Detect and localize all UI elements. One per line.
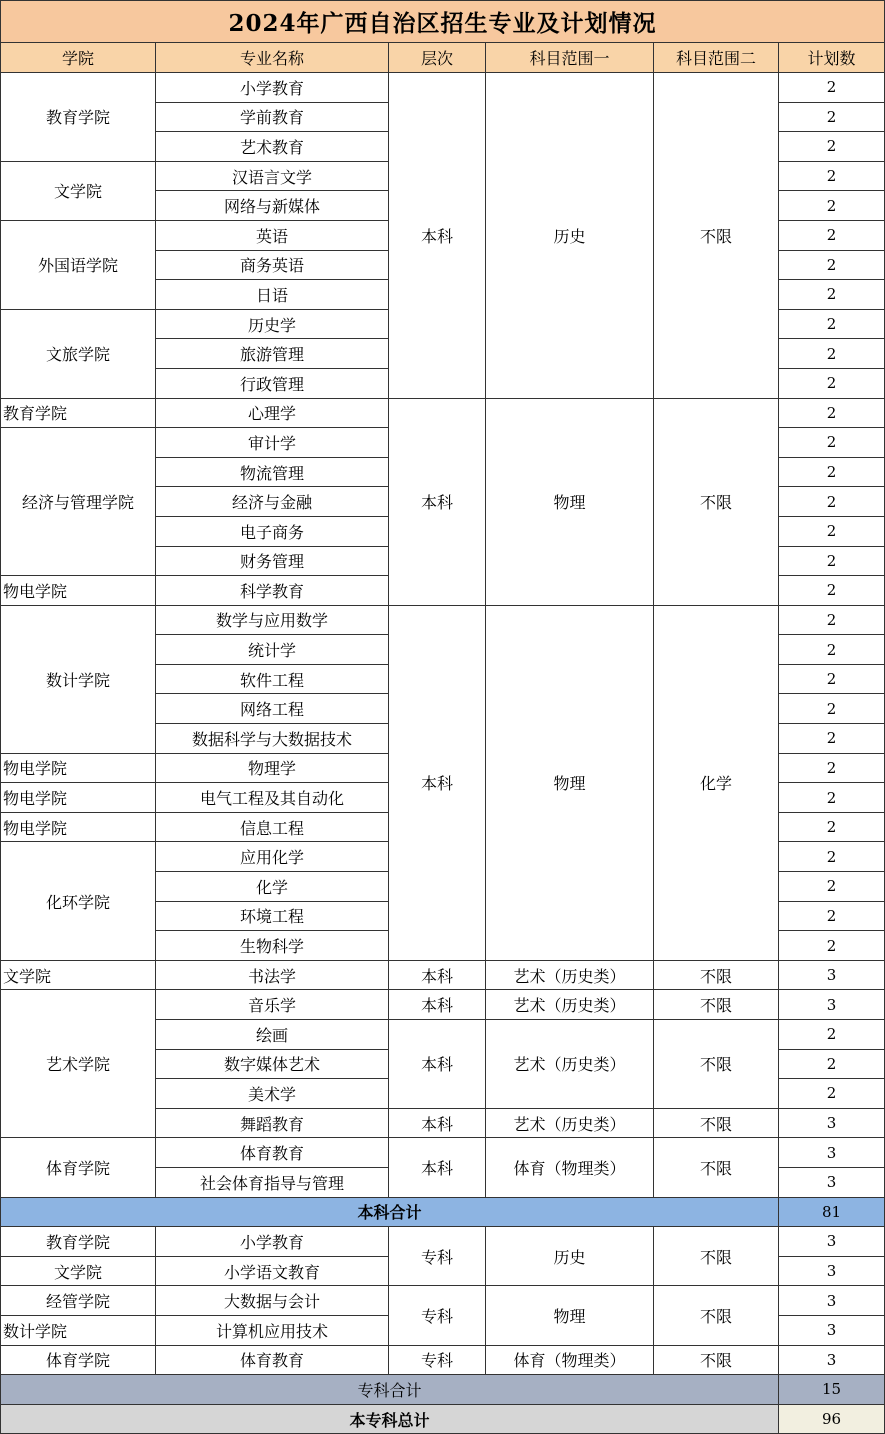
major-cell: 审计学 [156,428,389,458]
plan-cell: 2 [779,664,885,694]
major-cell: 商务英语 [156,250,389,280]
header-level: 层次 [389,43,486,73]
table-row [1,1286,885,1316]
plan-cell: 2 [779,901,885,931]
college-cell: 经管学院 [1,1286,156,1316]
college-cell: 数计学院 [1,605,156,753]
plan-cell: 2 [779,457,885,487]
plan-cell: 2 [779,1049,885,1079]
undergrad-total-value: 81 [779,1197,885,1227]
subject1-cell: 历史 [486,73,654,399]
subject1-cell: 体育（物理类） [486,1138,654,1197]
subject2-cell: 不限 [654,1020,779,1109]
plan-cell: 2 [779,250,885,280]
zhuanke-total-value: 15 [779,1375,885,1405]
major-cell: 统计学 [156,635,389,665]
table-row [1,960,885,990]
college-cell: 教育学院 [1,73,156,162]
college-cell: 文学院 [1,1256,156,1286]
plan-cell: 3 [779,1256,885,1286]
subject1-cell: 艺术（历史类） [486,1020,654,1109]
plan-cell: 3 [779,1286,885,1316]
major-cell: 历史学 [156,309,389,339]
plan-cell: 2 [779,753,885,783]
plan-cell: 2 [779,812,885,842]
plan-cell: 2 [779,161,885,191]
subject1-cell: 物理 [486,605,654,960]
college-cell: 文旅学院 [1,309,156,398]
college-cell: 物电学院 [1,783,156,813]
table-title: 2024年广西自治区招生专业及计划情况 [1,1,885,43]
plan-cell: 2 [779,546,885,576]
table-row [1,605,885,635]
level-cell: 本科 [389,1020,486,1109]
major-cell: 音乐学 [156,990,389,1020]
plan-cell: 2 [779,280,885,310]
major-cell: 应用化学 [156,842,389,872]
subject1-cell: 艺术（历史类） [486,990,654,1020]
major-cell: 网络工程 [156,694,389,724]
plan-cell: 2 [779,398,885,428]
subject2-cell: 不限 [654,1227,779,1286]
subject2-cell: 不限 [654,1286,779,1345]
plan-cell: 2 [779,132,885,162]
zhuanke-total-label: 专科合计 [1,1375,779,1405]
table-row [1,1345,885,1375]
plan-cell: 2 [779,1079,885,1109]
college-cell: 教育学院 [1,1227,156,1257]
plan-cell: 2 [779,428,885,458]
major-cell: 绘画 [156,1020,389,1050]
major-cell: 社会体育指导与管理 [156,1167,389,1197]
level-cell: 本科 [389,960,486,990]
college-cell: 文学院 [1,960,156,990]
subject2-cell: 不限 [654,1138,779,1197]
major-cell: 旅游管理 [156,339,389,369]
plan-cell: 2 [779,842,885,872]
college-cell: 物电学院 [1,576,156,606]
major-cell: 网络与新媒体 [156,191,389,221]
major-cell: 经济与金融 [156,487,389,517]
plan-cell: 3 [779,1227,885,1257]
major-cell: 数字媒体艺术 [156,1049,389,1079]
header-subject-range-2: 科目范围二 [654,43,779,73]
subject2-cell: 不限 [654,73,779,399]
plan-cell: 2 [779,487,885,517]
header-plan-count: 计划数 [779,43,885,73]
table-row [1,1138,885,1168]
plan-cell: 3 [779,990,885,1020]
grand-total-value: 96 [779,1404,885,1434]
header-subject-range-1: 科目范围一 [486,43,654,73]
level-cell: 本科 [389,398,486,605]
subject2-cell: 不限 [654,1108,779,1138]
major-cell: 电子商务 [156,516,389,546]
major-cell: 小学教育 [156,73,389,103]
plan-cell: 2 [779,102,885,132]
plan-cell: 2 [779,931,885,961]
plan-cell: 2 [779,1020,885,1050]
college-cell: 艺术学院 [1,990,156,1138]
plan-cell: 3 [779,1315,885,1345]
major-cell: 软件工程 [156,664,389,694]
plan-cell: 2 [779,220,885,250]
plan-cell: 2 [779,694,885,724]
college-cell: 教育学院 [1,398,156,428]
college-cell: 化环学院 [1,842,156,960]
college-cell: 数计学院 [1,1315,156,1345]
plan-cell: 3 [779,1167,885,1197]
college-cell: 文学院 [1,161,156,220]
major-cell: 环境工程 [156,901,389,931]
major-cell: 行政管理 [156,368,389,398]
major-cell: 计算机应用技术 [156,1315,389,1345]
plan-cell: 2 [779,576,885,606]
plan-cell: 2 [779,368,885,398]
subject2-cell: 不限 [654,990,779,1020]
undergrad-total-label: 本科合计 [1,1197,779,1227]
zhuanke-total-row [1,1375,885,1405]
college-cell: 物电学院 [1,753,156,783]
major-cell: 学前教育 [156,102,389,132]
level-cell: 本科 [389,1138,486,1197]
major-cell: 心理学 [156,398,389,428]
table-row [1,1227,885,1257]
table-row [1,990,885,1020]
subject1-cell: 历史 [486,1227,654,1286]
plan-cell: 2 [779,516,885,546]
major-cell: 艺术教育 [156,132,389,162]
header-major: 专业名称 [156,43,389,73]
subject1-cell: 物理 [486,1286,654,1345]
major-cell: 科学教育 [156,576,389,606]
plan-cell: 2 [779,339,885,369]
level-cell: 本科 [389,1108,486,1138]
level-cell: 专科 [389,1345,486,1375]
major-cell: 信息工程 [156,812,389,842]
major-cell: 数学与应用数学 [156,605,389,635]
major-cell: 书法学 [156,960,389,990]
plan-cell: 3 [779,960,885,990]
plan-cell: 2 [779,783,885,813]
major-cell: 生物科学 [156,931,389,961]
grand-total-label: 本专科总计 [1,1404,779,1434]
plan-cell: 3 [779,1138,885,1168]
level-cell: 本科 [389,605,486,960]
major-cell: 数据科学与大数据技术 [156,724,389,754]
level-cell: 专科 [389,1227,486,1286]
plan-cell: 2 [779,73,885,103]
subject2-cell: 不限 [654,1345,779,1375]
college-cell: 物电学院 [1,812,156,842]
subject1-cell: 艺术（历史类） [486,960,654,990]
level-cell: 本科 [389,990,486,1020]
major-cell: 英语 [156,220,389,250]
plan-cell: 3 [779,1345,885,1375]
table-row [1,398,885,428]
level-cell: 专科 [389,1286,486,1345]
subject2-cell: 不限 [654,398,779,605]
level-cell: 本科 [389,73,486,399]
major-cell: 舞蹈教育 [156,1108,389,1138]
subject2-cell: 化学 [654,605,779,960]
college-cell: 经济与管理学院 [1,428,156,576]
header-row [1,43,885,73]
major-cell: 财务管理 [156,546,389,576]
grand-total-row [1,1404,885,1434]
plan-cell: 2 [779,309,885,339]
plan-cell: 2 [779,724,885,754]
plan-cell: 2 [779,605,885,635]
subject1-cell: 体育（物理类） [486,1345,654,1375]
undergrad-total-row [1,1197,885,1227]
major-cell: 电气工程及其自动化 [156,783,389,813]
major-cell: 物流管理 [156,457,389,487]
major-cell: 美术学 [156,1079,389,1109]
plan-cell: 2 [779,872,885,902]
plan-cell: 2 [779,635,885,665]
subject1-cell: 物理 [486,398,654,605]
major-cell: 大数据与会计 [156,1286,389,1316]
college-cell: 体育学院 [1,1345,156,1375]
major-cell: 物理学 [156,753,389,783]
major-cell: 化学 [156,872,389,902]
header-college: 学院 [1,43,156,73]
college-cell: 体育学院 [1,1138,156,1197]
major-cell: 小学语文教育 [156,1256,389,1286]
major-cell: 小学教育 [156,1227,389,1257]
plan-cell: 3 [779,1108,885,1138]
subject1-cell: 艺术（历史类） [486,1108,654,1138]
major-cell: 体育教育 [156,1345,389,1375]
major-cell: 汉语言文学 [156,161,389,191]
table-row [1,73,885,103]
plan-cell: 2 [779,191,885,221]
major-cell: 体育教育 [156,1138,389,1168]
major-cell: 日语 [156,280,389,310]
college-cell: 外国语学院 [1,220,156,309]
subject2-cell: 不限 [654,960,779,990]
